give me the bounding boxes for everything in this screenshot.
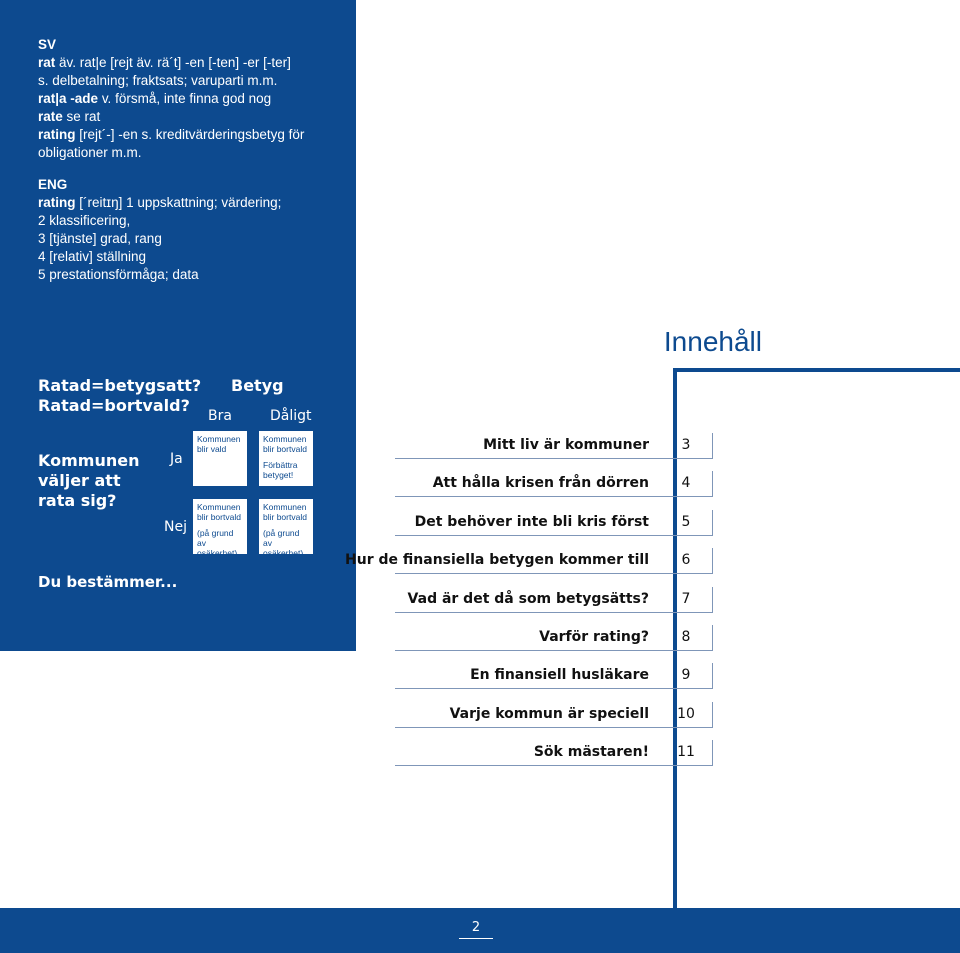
question-bortvald: Ratad=bortvald? [38,396,190,415]
toc-item-title: Vad är det då som betygsätts? [407,590,649,607]
toc-item-underline [395,612,713,613]
toc-item[interactable] [360,702,713,728]
toc-item-page: 7 [681,590,691,607]
toc-item[interactable] [360,625,713,651]
ja-label: Ja [170,451,183,467]
toc-item-title: En finansiell husläkare [470,667,649,684]
toc-item-underline [395,496,713,497]
toc-item-underline [395,458,713,459]
eng-entry: ENG rating [´reitɪŋ] 1 uppskattning; värdering; 2 klassificering, 3 [tjänste] grad, rang 4 [relativ] ställning 5 prestationsförmåga; data [38,177,282,282]
toc-item-underline [395,765,713,766]
toc-item-divider [712,663,713,689]
toc-top-rule [673,368,960,372]
toc-item-page: 11 [677,744,695,761]
toc-item-page: 3 [681,437,691,453]
bra-label: Bra [208,408,232,424]
toc-item-divider [712,625,713,651]
toc-item-divider [712,471,713,497]
toc-item-page: 6 [681,552,691,569]
toc-item[interactable] [360,663,713,689]
toc-item-underline [395,650,713,651]
toc-item-page: 4 [681,475,691,492]
toc-item-divider [712,702,713,728]
nej-label: Nej [164,519,187,535]
toc-item-title: Mitt liv är kommuner [483,437,649,453]
toc-title: Innehåll [663,326,762,357]
toc-item[interactable] [360,471,713,497]
toc-item-title: Sök mästaren! [533,744,649,761]
toc-item-divider [712,433,713,459]
sv-header: SV [38,37,57,52]
toc-item[interactable] [360,510,713,536]
toc-item[interactable] [360,433,713,459]
toc-item-title: Att hålla krisen från dörren [432,475,649,492]
toc-item-underline [395,573,713,574]
toc-item-divider [712,548,713,574]
kommun-question: Kommunen väljer att rata sig? [38,451,140,510]
toc-item-page: 8 [681,629,691,645]
box-nej-bra: Kommunen blir bortvald (på grund av osäkerhet) [193,499,247,554]
sv-entry: SV rat äv. rat|e [rejt äv. rä´t] -en [-ten] -er [-ter] s. delbetalning; fraktsats; varuparti m.m. rat|a -ade v. försmå, inte finna god nog rate se rat rating [rejt´-] -en s. kreditvärderingsbetyg för obligationer m.m. [38,37,305,160]
eng-header: ENG [38,177,68,192]
daligt-label: Dåligt [270,408,312,424]
betyg-heading: Betyg [231,376,284,395]
toc-item-page: 9 [681,667,691,684]
toc-item-title: Det behöver inte bli kris först [414,513,649,530]
toc-item-divider [712,587,713,613]
page-number: 2 [459,920,493,939]
toc-item[interactable] [345,548,713,574]
toc-item-page: 10 [677,705,695,722]
toc-item-title: Varför rating? [539,629,649,645]
toc-item-underline [395,727,713,728]
box-ja-daligt: Kommunen blir bortvald Förbättra betyget! [259,431,313,486]
toc-item-underline [395,535,713,536]
toc-item[interactable] [360,740,713,766]
toc-item-underline [395,688,713,689]
toc-item[interactable] [360,587,713,613]
toc-item-divider [712,510,713,536]
du-bestammer: Du bestämmer... [38,573,178,591]
box-ja-bra: Kommunen blir vald [193,431,247,486]
box-nej-daligt: Kommunen blir bortvald (på grund av osäkerhet) [259,499,313,554]
question-betygsatt: Ratad=betygsatt? [38,376,202,395]
toc-item-title: Varje kommun är speciell [449,705,649,722]
toc-item-page: 5 [681,513,691,530]
toc-item-title: Hur de finansiella betygen kommer till [345,552,649,569]
toc-item-divider [712,740,713,766]
